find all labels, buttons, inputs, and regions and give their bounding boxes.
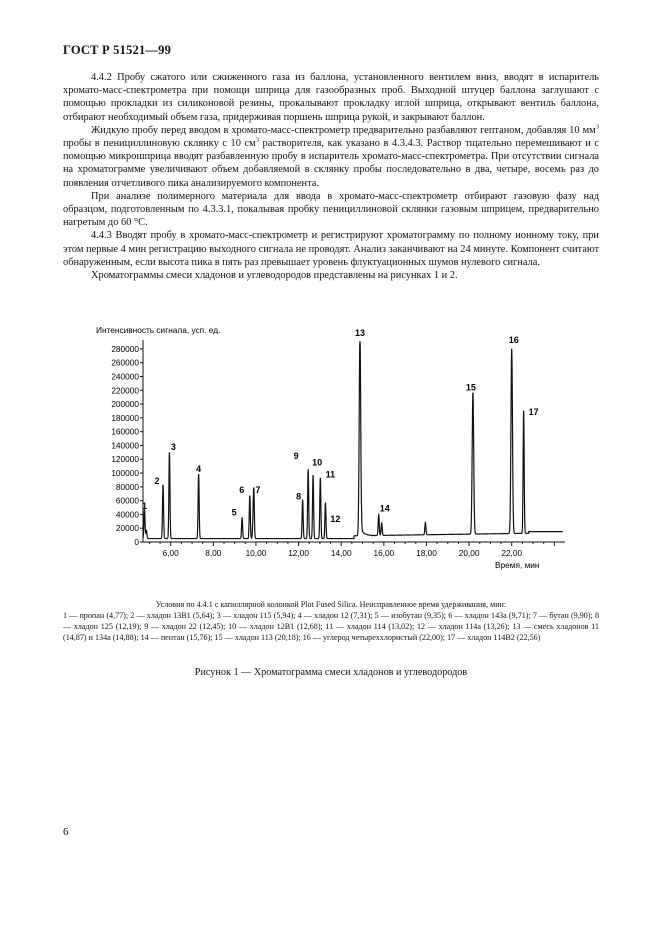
y-tick-label: 80000 xyxy=(115,481,139,492)
y-tick-label: 60000 xyxy=(115,495,139,506)
y-tick-label: 160000 xyxy=(111,426,139,437)
peak-label: 11 xyxy=(325,469,336,480)
peak-label: 7 xyxy=(255,485,261,496)
y-tick-label: 220000 xyxy=(111,385,139,396)
peak-legend-text: 1 — пропан (4,77); 2 — хладон 13В1 (5,64); 3 — хладон 115 (5,94); 4 — хладон 12 (7,31); 5 — изобутан (9,35); 6 — хладон 143а (9,71); 7 — бутан (9,90); 8 — хладон 125 (12,19); 9 — хладон 22 (12,45); 10 — хладон 12В1 (12,68); 11 — хладон 114 (13,02); 12 — хладон 114а (13,26); 13 — смесь хладонов 11 (14,87) и 134а (14,88); 14 — пентан (15,76); 15 — хладон 113 (20,18); 16 — углерод четыреххлористый (22,00); 17 — хладон 114В2 (22,56) xyxy=(63,611,599,642)
peak-label: 13 xyxy=(354,328,365,338)
paragraph-text: Жидкую пробу перед вводом в хромато-масс-спектрометр предварительно разбавляют гептаном, добавляя 10 мм xyxy=(91,124,596,136)
x-tick-label: 16,00 xyxy=(373,548,395,558)
paragraph-figures-ref: Хроматограммы смеси хладонов и углеводородов представлены на рисунках 1 и 2. xyxy=(91,270,458,282)
x-tick-label: 18,00 xyxy=(416,548,437,558)
paragraph-4-4-3: 4.4.3 Вводят пробу в хромато-масс-спектрометр и регистрируют хроматограмму по полному ионному току, при этом первые 4 мин регистрацию выходного сигнала не проводят. Анализ заканчивают на 24 минуте. Компонент считают обнаруженным, если высота пика в пять раз превышает уровень флуктуационных шумов нулевого сигнала. xyxy=(63,230,599,268)
x-tick-label: 6,00 xyxy=(162,548,179,558)
y-tick-label: 240000 xyxy=(111,371,139,382)
peak-label: 9 xyxy=(293,451,299,462)
y-axis-label: Интенсивность сигнала, усп. ед. xyxy=(96,325,221,335)
x-tick-label: 8,00 xyxy=(205,548,222,558)
x-tick-label: 22,00 xyxy=(501,548,523,558)
peak-label: 10 xyxy=(312,457,323,468)
conditions-text: Условия по 4.4.1 с капиллярной колонкой Plot Fused Silica. Неисправленное время удерживания, мин: xyxy=(155,600,507,609)
y-tick-label: 200000 xyxy=(111,399,139,410)
x-axis-label: Время, мин xyxy=(495,560,540,570)
peak-label: 4 xyxy=(196,463,202,474)
y-tick-label: 20000 xyxy=(115,523,139,534)
paragraph-4-4-2: 4.4.2 Пробу сжатого или сжиженного газа из баллона, установленного вентилем вниз, вводят в испаритель хромато-масс-спектрометра при помощи шприца для газообразных проб. Выходной штуцер баллона заглушают с помощью прокладки из силиконовой резины, прокалывают прокладку иглой шприца, открывают вентиль баллона, отбирают необходимый объем газа, придерживая поршень шприца рукой, и закрывают баллон. xyxy=(63,72,599,123)
peak-label: 17 xyxy=(528,407,539,418)
paragraph-polymer: При анализе полимерного материала для ввода в хромато-масс-спектрометр отбирают газовую фазу над образцом, подготовленным по 4.3.3.1, покалывая пробку пенициллиновой склянки газовым шприцем, предварительно нагретым до 60 °С. xyxy=(63,190,599,229)
peak-label: 12 xyxy=(330,514,341,525)
x-tick-label: 12,00 xyxy=(288,548,309,558)
peak-label: 2 xyxy=(154,476,160,487)
y-tick-label: 100000 xyxy=(111,468,139,479)
x-tick-label: 10,00 xyxy=(245,548,267,558)
chromatogram-trace xyxy=(143,342,563,539)
peak-label: 8 xyxy=(296,491,302,502)
x-tick-label: 14,00 xyxy=(330,548,352,558)
paragraph-liquid-sample xyxy=(63,124,599,190)
peak-label: 5 xyxy=(231,507,237,518)
body-text xyxy=(63,71,599,282)
y-tick-label: 280000 xyxy=(111,343,139,354)
superscript: 3 xyxy=(255,136,259,144)
x-axis-ticks xyxy=(149,542,554,558)
peak-label: 15 xyxy=(465,382,476,393)
paragraph-text: растворителя, как указано в 4.3.4.3. Раствор тщательно перемешивают и с помощью микрошприца вводят разбавленную пробу в испаритель хромато-масс-спектрометра. При отсутствии сигнала на хроматограмме увеличивают объем добавляемой в склянку пробы последовательно в два, четыре, восемь раз до появления отчетливого пика анализируемого компонента. xyxy=(63,138,600,189)
chromatogram-chart xyxy=(85,322,575,577)
figure-conditions xyxy=(63,599,599,643)
y-tick-label: 40000 xyxy=(115,509,139,520)
figure-caption: Рисунок 1 — Хроматограмма смеси хладонов и углеводородов xyxy=(194,667,468,678)
y-tick-label: 120000 xyxy=(111,454,139,465)
superscript: 3 xyxy=(595,123,599,131)
y-axis-ticks xyxy=(111,344,143,547)
y-tick-label: 0 xyxy=(134,537,139,547)
peak-label: 1 xyxy=(141,501,147,512)
y-tick-label: 140000 xyxy=(111,440,139,451)
peak-labels xyxy=(142,328,539,524)
peak-label: 16 xyxy=(508,335,519,346)
page-number: 6 xyxy=(63,826,69,838)
peak-label: 6 xyxy=(239,485,245,496)
peak-label: 14 xyxy=(379,503,390,514)
document-header: ГОСТ Р 51521—99 xyxy=(63,43,172,57)
y-tick-label: 260000 xyxy=(111,357,139,368)
x-tick-label: 20,00 xyxy=(458,548,480,558)
y-tick-label: 180000 xyxy=(111,412,139,423)
peak-label: 3 xyxy=(170,441,176,452)
paragraph-text: пробы в пенициллиновую склянку с 10 см xyxy=(63,138,256,150)
